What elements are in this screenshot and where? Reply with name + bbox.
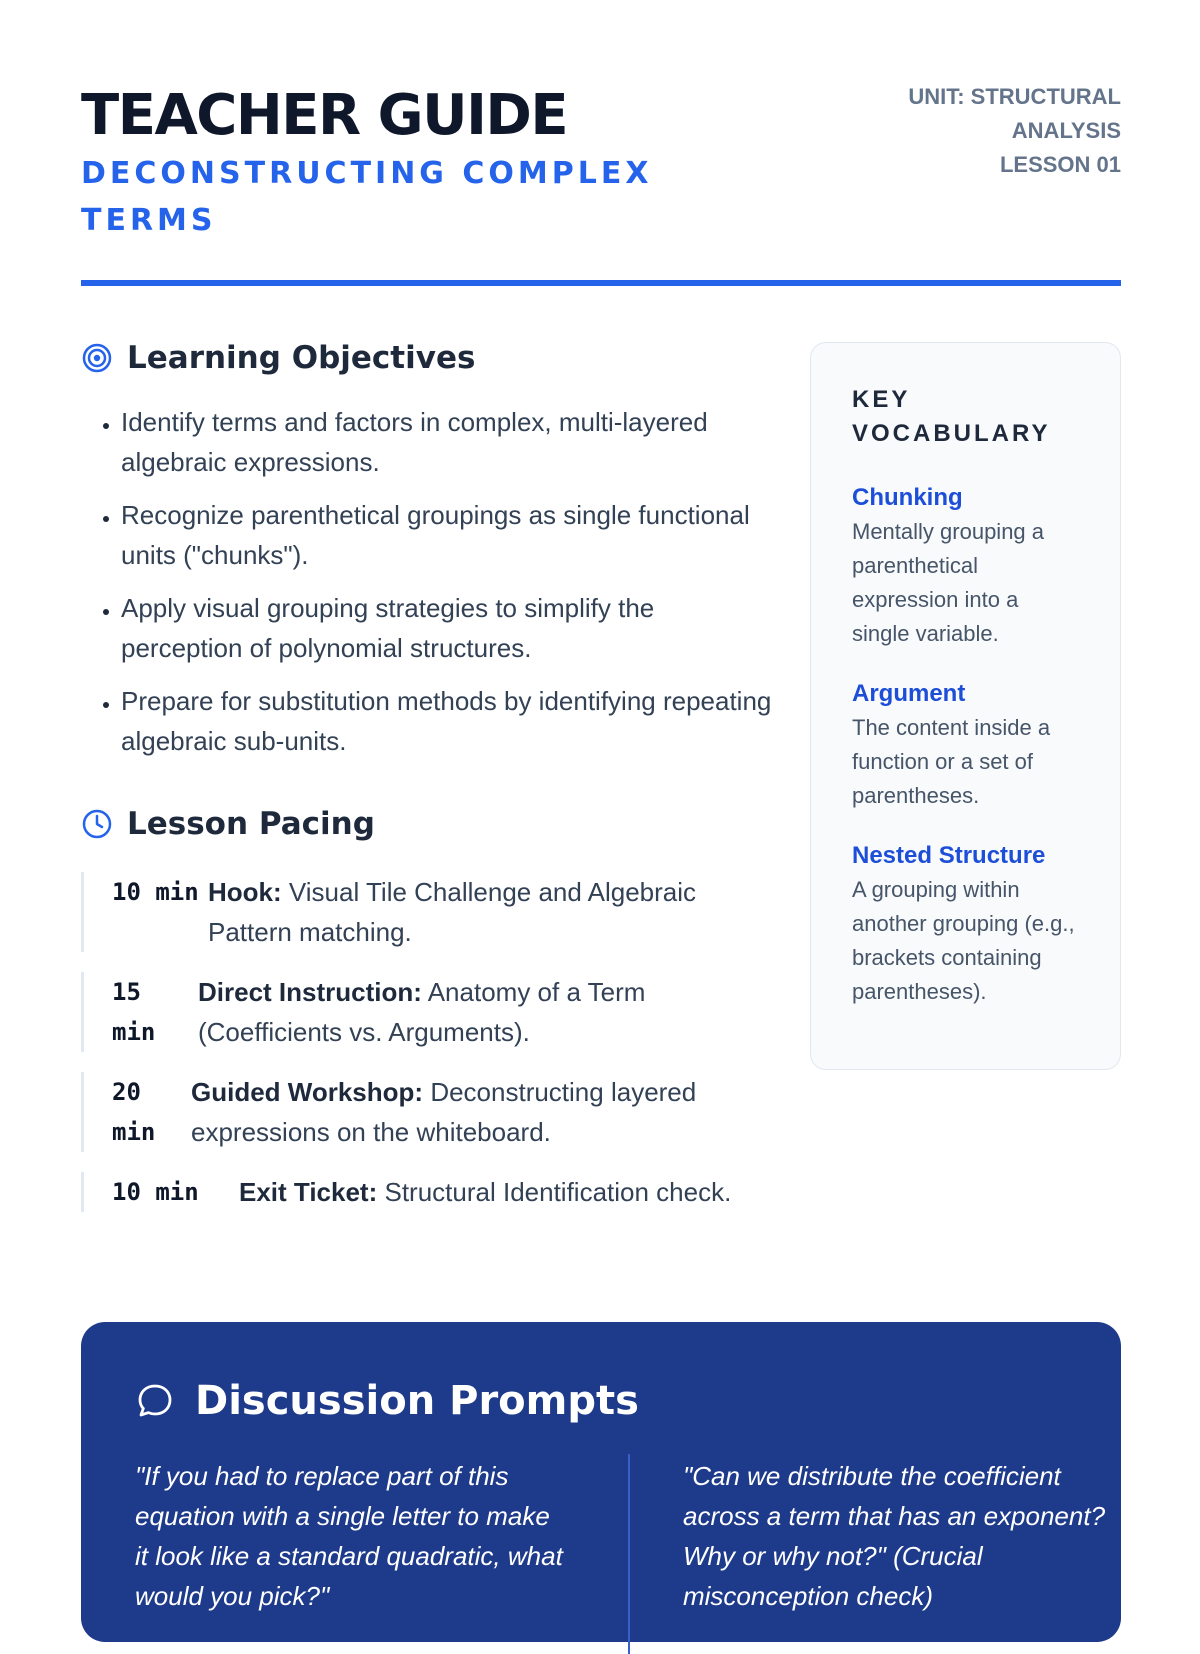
pacing-label: Exit Ticket: xyxy=(239,1177,378,1207)
pacing-row xyxy=(81,872,761,952)
list-item: • Recognize parenthetical groupings as single functional units ("chunks"). xyxy=(121,495,781,575)
pacing-title: Lesson Pacing xyxy=(127,806,375,842)
pacing-text: Anatomy of a Term (Coefficients vs. Arguments). xyxy=(198,977,646,1047)
pacing-heading xyxy=(81,806,375,842)
list-item: • Identify terms and factors in complex, multi-layered algebraic expressions. xyxy=(121,402,781,482)
pacing-description xyxy=(208,872,761,952)
objectives-list xyxy=(81,402,781,774)
discussion-panel xyxy=(81,1322,1121,1642)
pacing-time: 20 min xyxy=(112,1078,156,1146)
vocab-entry xyxy=(852,677,1080,813)
page-title: TEACHER GUIDE xyxy=(81,83,568,148)
header-divider xyxy=(81,280,1121,286)
vocab-term: Chunking xyxy=(852,484,963,511)
list-item: • Apply visual grouping strategies to simplify the perception of polynomial structures. xyxy=(121,588,781,668)
pacing-time: 15 min xyxy=(112,978,156,1046)
lesson-label: LESSON 01 xyxy=(999,152,1121,177)
clock-icon xyxy=(81,808,113,840)
objectives-heading xyxy=(81,340,475,376)
vocab-entry xyxy=(852,481,1080,651)
pacing-time: 10 min xyxy=(112,1178,199,1206)
vocab-term: Nested Structure xyxy=(852,842,1046,869)
vocab-entry xyxy=(852,839,1080,1009)
vocab-definition: A grouping within another grouping (e.g., brackets containing parentheses). xyxy=(852,877,1075,1004)
unit-meta xyxy=(861,80,1121,182)
discussion-prompt: "Can we distribute the coefficient across a term that has an exponent? Why or why not?" (Crucial misconception check) xyxy=(683,1461,1106,1611)
target-icon xyxy=(81,342,113,374)
pacing-label: Guided Workshop: xyxy=(191,1077,424,1107)
pacing-description xyxy=(239,1172,761,1212)
pacing-list xyxy=(81,872,761,1232)
vocabulary-title: KEY VOCABULARY xyxy=(852,386,1051,447)
vocab-definition: The content inside a function or a set of parentheses. xyxy=(852,715,1051,808)
pacing-row xyxy=(81,972,761,1052)
page-subtitle: DECONSTRUCTING COMPLEX TERMS xyxy=(81,156,653,238)
pacing-row xyxy=(81,1072,761,1152)
list-item: • Prepare for substitution methods by identifying repeating algebraic sub-units. xyxy=(121,681,781,761)
pacing-time: 10 min xyxy=(112,878,199,906)
discussion-prompt: "If you had to replace part of this equation with a single letter to make it look like a standard quadratic, what would you pick?" xyxy=(135,1461,563,1611)
discussion-heading xyxy=(135,1378,639,1424)
objectives-title: Learning Objectives xyxy=(127,340,476,376)
unit-label-line2: ANALYSIS xyxy=(1011,118,1121,143)
pacing-text: Visual Tile Challenge and Algebraic Pattern matching. xyxy=(208,877,697,947)
discussion-title: Discussion Prompts xyxy=(195,1378,639,1424)
pacing-description xyxy=(198,972,761,1052)
prompt-divider xyxy=(628,1454,630,1654)
vocab-definition: Mentally grouping a parenthetical expression into a single variable. xyxy=(852,519,1045,646)
unit-label-line1: UNIT: STRUCTURAL xyxy=(908,84,1121,109)
pacing-description xyxy=(191,1072,761,1152)
pacing-text: Structural Identification check. xyxy=(384,1177,732,1207)
pacing-text: Deconstructing layered expressions on the whiteboard. xyxy=(191,1077,697,1147)
chat-bubble-icon xyxy=(135,1381,175,1421)
pacing-row xyxy=(81,1172,761,1212)
pacing-label: Hook: xyxy=(208,877,282,907)
vocab-term: Argument xyxy=(852,680,966,707)
pacing-label: Direct Instruction: xyxy=(198,977,422,1007)
vocabulary-card xyxy=(810,342,1121,1070)
header xyxy=(81,80,1121,280)
